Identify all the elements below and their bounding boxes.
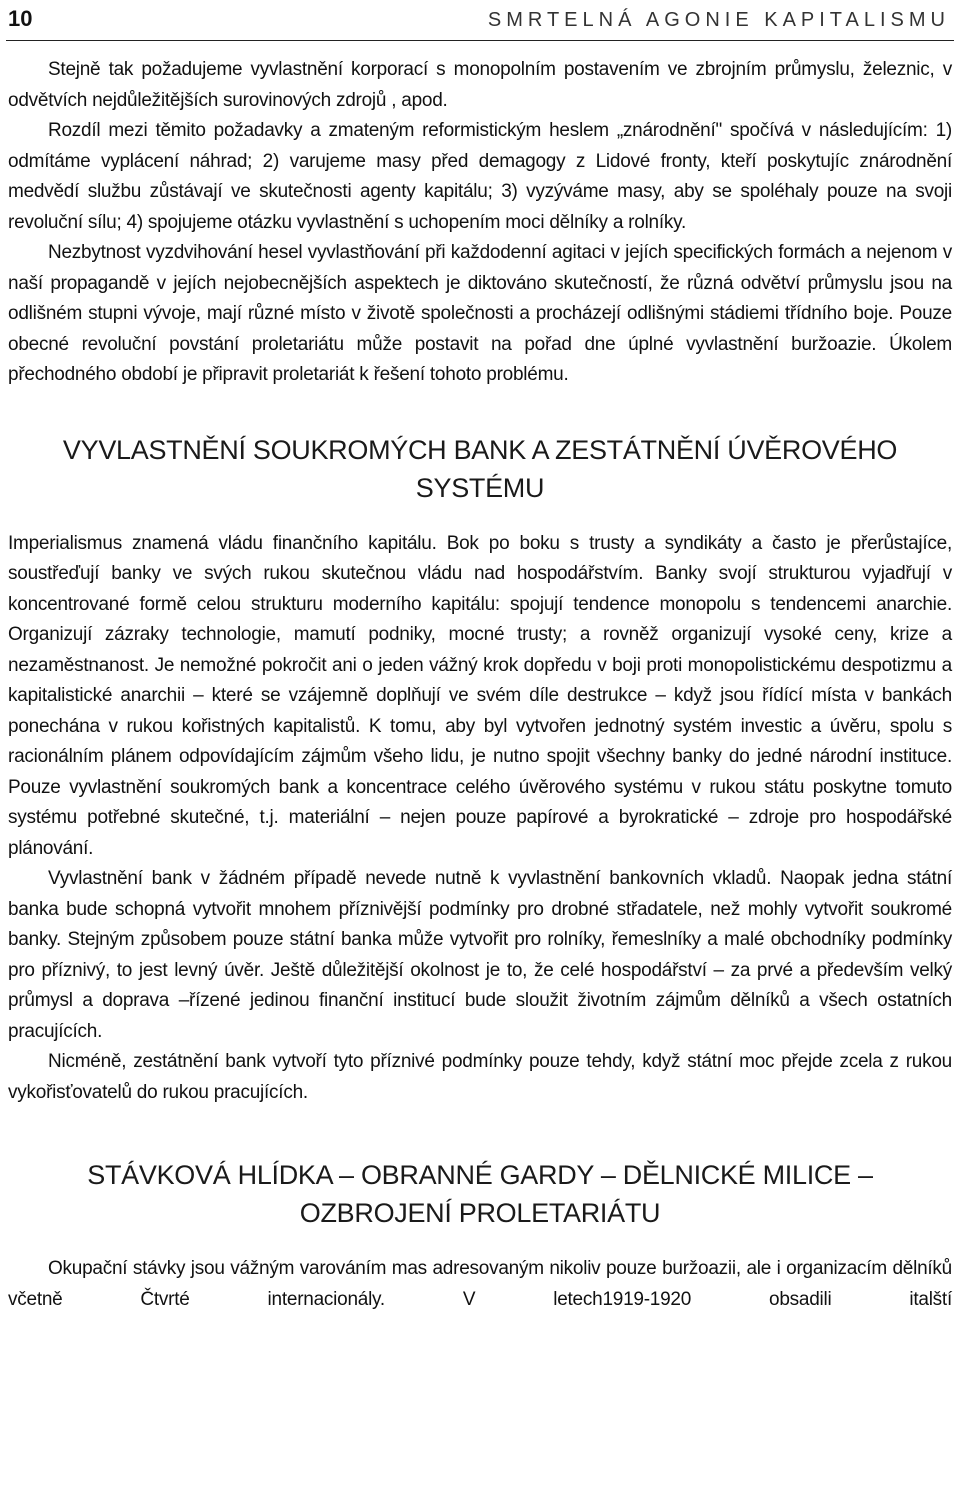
running-header [6, 0, 954, 41]
paragraph-bank-deposits: Vyvlastnění bank v žádném případě nevede nutně k vyvlastnění bankovních vkladů. Naopak jedna státní banka bude schopná vytvořit mnohem příznivější podmínky pro drobné střadatele, než mohly vytvořit soukromé banky. Stejným způsobem pouze státní banka může vytvořit pro rolníky, řemeslníky a malé obchodníky podmínky pro příznivý, to jest levný úvěr. Ještě důležitější okolnost je to, že celé hospodářství – za prvé a především velký průmysl a doprava –řízené jedinou finanční institucí bude sloužit životním zájmům dělníků a všech ostatních pracujících. [8, 868, 952, 1042]
paragraph-expropriation-slogans: Nezbytnost vyzdvihování hesel vyvlastňování při každodenní agitaci v jejích specifických formách a nejenom v naší propagandě v jejích nejobecnějších aspektech je diktováno skutečností, že různá odvětví průmyslu jsou na odlišném stupni vývoje, mají různé místo v životě společnosti a procházejí odlišnými stádiemi třídního boje. Pouze obecné revoluční povstání proletariátu může postavit na pořad dne úplné vyvlastnění buržoazie. Úkolem přechodného období je připravit proletariát k řešení tohoto problému. [8, 242, 952, 385]
running-title: SMRTELNÁ AGONIE KAPITALISMU [487, 9, 950, 31]
paragraph-state-power: Nicméně, zestátnění bank vytvoří tyto příznivé podmínky pouze tehdy, když státní moc přejde zcela z rukou vykořisťovatelů do rukou pracujících. [8, 1051, 952, 1103]
section-heading-banks: VYVLASTNĚNÍ SOUKROMÝCH BANK A ZESTÁTNĚNÍ ÚVĚROVÉHO SYSTÉMU [62, 434, 898, 503]
paragraph-finance-capital: Imperialismus znamená vládu finančního kapitálu. Bok po boku s trusty a syndikáty a často je přerůstajíce, soustřeďují banky ve svých rukou skutečnou vládu nad hospodářstvím. Banky svojí strukturou vyjadřují v koncentrované formě celou strukturu moderního kapitálu: spojují tendence monopolu s tendencemi anarchie. Organizují zázraky technologie, mamutí podniky, mocné trusty; a rovněž organizují vysoké ceny, krize a nezaměstnanost. Je nemožné pokročit ani o jeden vážný krok dopředu v boji proti monopolistickému despotizmu a kapitalistické anarchii – které se vzájemně doplňují ve svém díle destrukce – když jsou řídící místa v bankách ponechána v rukou kořistných kapitalistů. K tomu, aby byl vytvořen jednotný systém investic a úvěru, spolu s racionálním plánem odpovídajícím zájmům všeho lidu, je nutno spojit všechny banky do jedné národní instituce. Pouze vyvlastnění soukromých bank a koncentrace celého úvěrového systému v rukou státu poskytne tomuto systému potřebné skutečné, t.j. materiální – nejen pouze papírové a byrokratické – zdroje pro hospodářské plánování. [8, 532, 952, 859]
paragraph-nationalization-difference: Rozdíl mezi těmito požadavky a zmateným reformistickým heslem „znárodnění" spočívá v následujícím: 1) odmítáme vyplácení náhrad; 2) varujeme masy před demagogy z Lidové fronty, kteří poskytujíc znárodnění medvědí službu zůstávají ve skutečnosti agenty kapitálu; 3) vyzýváme masy, aby se spoléhaly pouze na svoji revoluční sílu; 4) spojujeme otázku vyvlastnění s uchopením moci dělníky a rolníky. [8, 120, 952, 233]
paragraph-arms-expropriation: Stejně tak požadujeme vyvlastnění korporací s monopolním postavením ve zbrojním průmyslu, železnic, v odvětvích nejdůležitějších surovinových zdrojů , apod. [8, 59, 952, 111]
page-number: 10 [8, 6, 33, 31]
section-heading-strike-pickets: STÁVKOVÁ HLÍDKA – OBRANNÉ GARDY – DĚLNICKÉ MILICE – OZBROJENÍ PROLETARIÁTU [87, 1160, 873, 1228]
paragraph-occupation-strikes: Okupační stávky jsou vážným varováním mas adresovaným nikoliv pouze buržoazii, ale i organizacím dělníků včetně Čtvrté internacionály. V letech1919-1920 obsadili italští [8, 1258, 952, 1310]
body-text [8, 55, 952, 1315]
